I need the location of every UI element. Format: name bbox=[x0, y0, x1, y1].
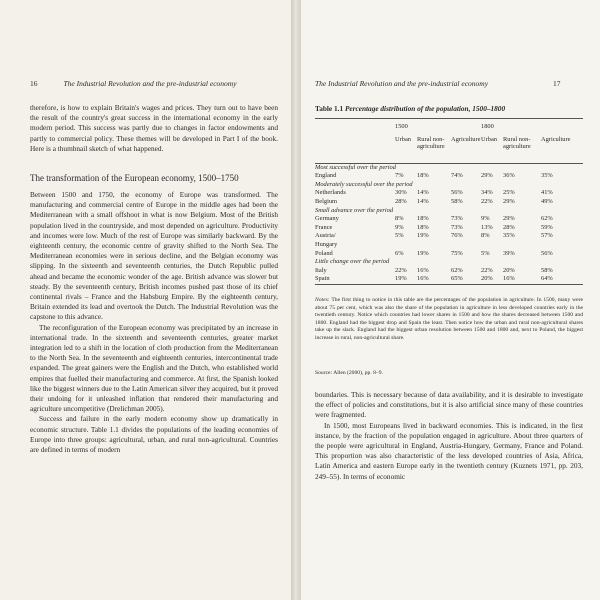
value-cell: 62% bbox=[541, 215, 553, 223]
country-cell: Germany bbox=[315, 215, 339, 223]
table-group-label bbox=[315, 164, 583, 173]
value-cell: 22% bbox=[395, 266, 407, 274]
country-cell: Austria/ bbox=[315, 232, 336, 240]
country-cell: Hungary bbox=[315, 240, 338, 248]
country-cell: Poland bbox=[315, 249, 333, 257]
country-cell: France bbox=[315, 223, 333, 231]
left-running-head bbox=[30, 79, 237, 88]
table-row bbox=[315, 215, 583, 224]
table-caption: Percentage distribution of the population, 1500–1800 bbox=[344, 104, 506, 113]
value-cell: 8% bbox=[395, 215, 404, 223]
notes-text: The first thing to notice in this table are the percentages of the population in agriculture. In 1500, many were about 75 per cent, which was also the share of the population in agriculture in less developed countries early in the twentieth century. Notice which countries had lower shares in 1500 and how the shares decreased between 1500 and 1800. England had the biggest drop and Spain the least. Then notice how the urban and rural non-agricultural shares take up the slack. England had the biggest urban resolution between 1500 and 1800 and, next to Poland, the biggest increase in rural, non-agricultural share. bbox=[315, 297, 583, 341]
table-group-label bbox=[315, 181, 583, 190]
table-notes bbox=[315, 297, 583, 342]
table-source bbox=[315, 370, 583, 378]
value-cell: 57% bbox=[541, 232, 553, 240]
value-cell: 22% bbox=[481, 197, 493, 205]
value-cell: 25% bbox=[503, 189, 515, 197]
right-running-head bbox=[315, 79, 561, 88]
table-row bbox=[315, 232, 583, 241]
value-cell: 29% bbox=[503, 197, 515, 205]
value-cell: 30% bbox=[395, 189, 407, 197]
value-cell: 22% bbox=[481, 266, 493, 274]
col-header-agriculture-1500: Agriculture bbox=[451, 135, 481, 143]
col-header-rural-1800: Rural non-agriculture bbox=[503, 135, 531, 150]
value-cell: 35% bbox=[541, 172, 553, 180]
table-row bbox=[315, 224, 583, 233]
value-cell: 8% bbox=[481, 232, 490, 240]
value-cell: 28% bbox=[503, 223, 515, 231]
value-cell: 73% bbox=[451, 215, 463, 223]
value-cell: 19% bbox=[395, 275, 407, 283]
value-cell: 16% bbox=[417, 275, 429, 283]
population-table bbox=[315, 118, 583, 285]
year-header-1800: 1800 bbox=[481, 122, 494, 130]
value-cell: 41% bbox=[541, 189, 553, 197]
value-cell: 5% bbox=[395, 232, 404, 240]
group-label-text: Little change over the period bbox=[315, 258, 390, 266]
value-cell: 64% bbox=[541, 275, 553, 283]
table-row bbox=[315, 172, 583, 181]
col-header-urban-1800: Urban bbox=[481, 135, 497, 143]
value-cell: 29% bbox=[481, 172, 493, 180]
value-cell: 18% bbox=[417, 215, 429, 223]
left-page-number: 16 bbox=[30, 79, 38, 88]
value-cell: 35% bbox=[503, 232, 515, 240]
table-body bbox=[315, 164, 583, 284]
value-cell: 39% bbox=[503, 249, 515, 257]
value-cell: 74% bbox=[451, 172, 463, 180]
value-cell: 28% bbox=[395, 197, 407, 205]
value-cell: 19% bbox=[417, 249, 429, 257]
country-cell: England bbox=[315, 172, 337, 180]
value-cell: 62% bbox=[451, 266, 463, 274]
value-cell: 34% bbox=[481, 189, 493, 197]
left-page bbox=[0, 0, 291, 600]
value-cell: 18% bbox=[417, 172, 429, 180]
value-cell: 56% bbox=[541, 249, 553, 257]
value-cell: 58% bbox=[541, 266, 553, 274]
table-row bbox=[315, 198, 583, 207]
value-cell: 5% bbox=[481, 249, 490, 257]
value-cell: 9% bbox=[481, 215, 490, 223]
table-header bbox=[315, 119, 583, 163]
value-cell: 76% bbox=[451, 232, 463, 240]
paragraph-1: Between 1500 and 1750, the economy of Europe was transformed. The manufacturing and commercial centre of Europe in the middle ages had been the Mediterranean with a small offshoot in what is now Belgium. Most of the British population lived in the countryside, and most depended on agriculture. Productivity and incomes were low. Much of the rest of Europe was similarly backward. By the eighteenth century, the economic centre of gravity shifted to the North Sea. The Mediterranean economies were in serious decline, and the Belgian economy was slipping. In the sixteenth and seventeenth centuries, the Dutch Republic pulled ahead and became the economic wonder of the age. British advance was slower but steady. By the seventeenth century, British incomes pushed past those of its chief continental rivals – France and the Habsburg Empire. By the eighteenth century, Britain extended its lead and overtook the Dutch. The Industrial Revolution was the capstone to this advance. bbox=[30, 190, 278, 322]
group-label-text: Small advance over the period bbox=[315, 206, 394, 214]
table-group-label bbox=[315, 258, 583, 267]
table-group-label bbox=[315, 207, 583, 216]
table-row bbox=[315, 241, 583, 250]
paragraph-3: Success and failure in the early modern economy show up dramatically in economic structure. Table 1.1 divides the populations of the leading economies of Europe into three groups: agricultural, urban, and rural non-agricultural. Countries are defined in terms of modern bbox=[30, 414, 278, 455]
left-body-text bbox=[30, 190, 278, 455]
col-header-agriculture-1800: Agriculture bbox=[541, 135, 571, 143]
paragraph-2: The reconfiguration of the European economy was precipitated by an increase in international trade. In the sixteenth and seventeenth centuries, greater market integration led to a shift in the location of cloth production from the Mediterranean to the North Sea. In the seventeenth and eighteenth centuries, intercontinental trade expanded. The great gainers were the English and the Dutch, who established world empires that fuelled their manufacturing and commerce. At first, the Spanish looked like the biggest winners due to the Latin American silver they acquired, but it proved their undoing for it unleashed inflation that rendered their manufacturing and agriculture uncompetitive (Drelichman 2005). bbox=[30, 322, 278, 414]
value-cell: 49% bbox=[541, 197, 553, 205]
table-label: Table 1.1 bbox=[315, 104, 344, 113]
right-paragraph-2: In 1500, most Europeans lived in backward economies. This is indicated, in the first instance, by the fraction of the population engaged in agriculture. About three quarters of the people were agricultural in England, Austria-Hungary, Germany, France and Poland. This proportion was also characteristic of the less developed countries of Asia, Africa, Latin America and eastern Europe early in the twentieth century (Kuznets 1971, pp. 203, 249–55). In terms of economic bbox=[315, 420, 583, 481]
left-section bbox=[30, 173, 278, 183]
notes-label: Notes: bbox=[315, 297, 330, 303]
table-title bbox=[315, 104, 505, 113]
value-cell: 9% bbox=[395, 223, 404, 231]
value-cell: 16% bbox=[417, 266, 429, 274]
value-cell: 20% bbox=[481, 275, 493, 283]
value-cell: 19% bbox=[417, 232, 429, 240]
right-page bbox=[301, 0, 600, 600]
section-heading: The transformation of the European economy, 1500–1750 bbox=[30, 173, 239, 183]
value-cell: 29% bbox=[503, 215, 515, 223]
table-row bbox=[315, 250, 583, 259]
col-header-urban-1500: Urban bbox=[395, 135, 411, 143]
left-intro bbox=[30, 103, 278, 154]
value-cell: 20% bbox=[503, 266, 515, 274]
value-cell: 56% bbox=[451, 189, 463, 197]
group-label-text: Most successful over the period bbox=[315, 163, 396, 171]
year-header-1500: 1500 bbox=[395, 122, 408, 130]
source-text: Allen (2000), pp. 8–9. bbox=[333, 370, 383, 376]
source-label: Source: bbox=[315, 370, 333, 376]
value-cell: 14% bbox=[417, 189, 429, 197]
value-cell: 58% bbox=[451, 197, 463, 205]
value-cell: 36% bbox=[503, 172, 515, 180]
table-row bbox=[315, 275, 583, 284]
table-row bbox=[315, 267, 583, 276]
table-bottom-rule bbox=[315, 284, 583, 285]
value-cell: 75% bbox=[451, 249, 463, 257]
right-paragraph-1: boundaries. This is necessary because of data availability, and it is desirable to investigate the effect of policies and constitutions, but it is also artificial since many of these countries were fragmented. bbox=[315, 390, 583, 420]
value-cell: 6% bbox=[395, 249, 404, 257]
group-label-text: Moderately successful over the period bbox=[315, 180, 413, 188]
value-cell: 59% bbox=[541, 223, 553, 231]
value-cell: 13% bbox=[481, 223, 493, 231]
intro-paragraph: therefore, is how to explain Britain's wages and prices. They turn out to have been the result of the country's great success in the international economy in the early modern period. This success was partly due to changes in factor endowments and partly to commercial policy. These themes will be developed in Part I of the book. Here is a thumbnail sketch of what happened. bbox=[30, 103, 278, 153]
value-cell: 14% bbox=[417, 197, 429, 205]
value-cell: 65% bbox=[451, 275, 463, 283]
value-cell: 73% bbox=[451, 223, 463, 231]
right-body-text bbox=[315, 390, 583, 482]
right-running-head-title: The Industrial Revolution and the pre-industrial economy bbox=[315, 79, 489, 88]
book-gutter bbox=[291, 0, 301, 600]
left-running-head-title: The Industrial Revolution and the pre-industrial economy bbox=[63, 79, 237, 88]
country-cell: Netherlands bbox=[315, 189, 346, 197]
value-cell: 18% bbox=[417, 223, 429, 231]
value-cell: 16% bbox=[503, 275, 515, 283]
country-cell: Italy bbox=[315, 266, 327, 274]
country-cell: Belgium bbox=[315, 197, 338, 205]
country-cell: Spain bbox=[315, 275, 330, 283]
table-row bbox=[315, 189, 583, 198]
value-cell: 7% bbox=[395, 172, 404, 180]
right-page-number: 17 bbox=[553, 79, 561, 88]
col-header-rural-1500: Rural non-agriculture bbox=[417, 135, 445, 150]
